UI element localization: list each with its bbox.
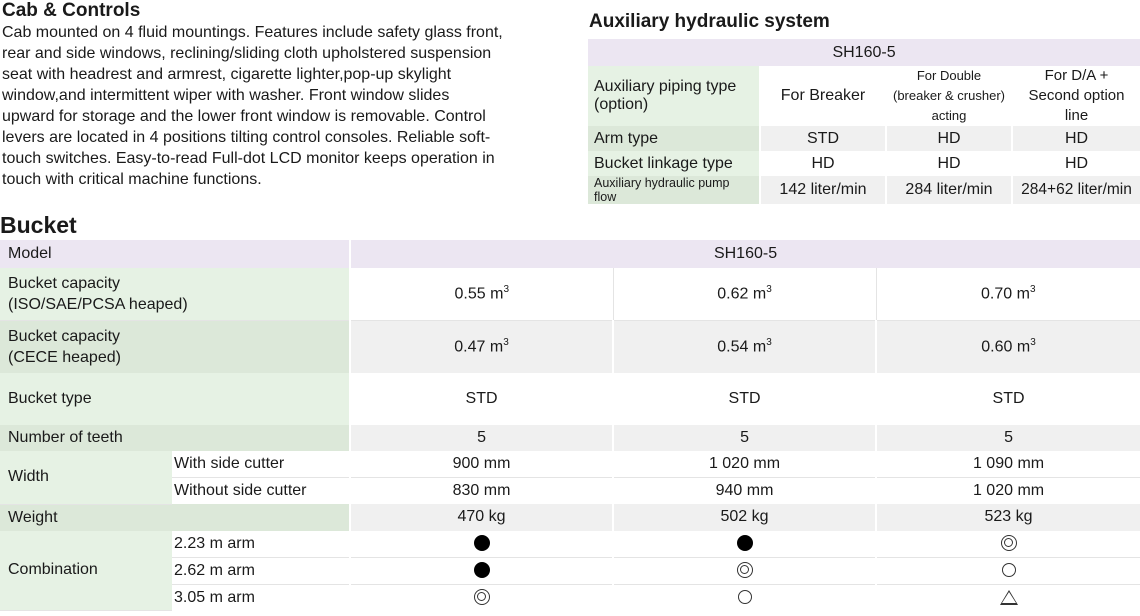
aux-piping-da-line1: For D/A + <box>1044 67 1109 84</box>
cab-description <box>2 22 562 190</box>
double-circle-icon <box>737 562 753 578</box>
cab-line: levers are located in 4 positions tilting control consoles. Reliable soft- <box>2 129 491 146</box>
combination-label: Combination <box>0 531 172 611</box>
bucket-model: SH160-5 <box>350 240 1140 268</box>
bucket-title: Bucket <box>0 212 77 238</box>
double-circle-icon <box>1001 535 1017 551</box>
filled-circle-icon <box>474 535 490 551</box>
bucket-type-label: Bucket type <box>0 373 350 425</box>
cab-title: Cab & Controls <box>2 0 141 21</box>
combination-row <box>0 531 1140 558</box>
cap-cece-label <box>0 321 350 374</box>
arm-label: 2.62 m arm <box>172 557 350 584</box>
bucket-cell: 5 <box>613 425 876 451</box>
combination-cell <box>613 557 876 584</box>
open-circle-icon <box>1002 563 1016 577</box>
without-cutter-label: Without side cutter <box>172 478 350 505</box>
aux-piping-label-line1: Auxiliary piping type <box>594 78 737 95</box>
aux-piping-da-line2: Second option line <box>1028 87 1125 124</box>
aux-cell: 284 liter/min <box>886 176 1012 204</box>
cap-value: 0.54 m <box>717 338 767 356</box>
combination-cell <box>876 584 1140 611</box>
bucket-table <box>0 240 1140 611</box>
cap-iso-row <box>0 268 1140 321</box>
model-label: Model <box>0 240 350 268</box>
aux-piping-label-line2: (option) <box>594 96 649 113</box>
bucket-cell <box>876 321 1140 374</box>
combination-cell <box>350 531 613 558</box>
double-circle-icon <box>474 589 490 605</box>
cap-iso-label-line2: (ISO/SAE/PCSA heaped) <box>8 296 188 313</box>
cab-line: seat with headrest and armrest, cigarette lighter,pop-up skylight <box>2 66 452 83</box>
bucket-cell: STD <box>876 373 1140 425</box>
cap-cece-row <box>0 321 1140 374</box>
with-cutter-label: With side cutter <box>172 451 350 478</box>
unit-sup: 3 <box>766 284 772 296</box>
bucket-cell <box>350 321 613 374</box>
cap-value: 0.55 m <box>454 285 504 303</box>
weight-label: Weight <box>0 504 350 531</box>
aux-piping-double <box>886 66 1012 126</box>
cab-controls-section <box>2 0 562 190</box>
cap-value: 0.47 m <box>454 338 504 356</box>
aux-hydraulic-section <box>588 10 1140 204</box>
aux-linkage-label: Bucket linkage type <box>588 151 760 176</box>
bucket-cell <box>613 268 876 321</box>
open-circle-icon <box>738 590 752 604</box>
aux-arm-row <box>588 126 1140 151</box>
bucket-cell: 940 mm <box>613 478 876 505</box>
arm-label: 3.05 m arm <box>172 584 350 611</box>
aux-flow-label: Auxiliary hydraulic pump flow <box>588 176 760 204</box>
unit-sup: 3 <box>503 284 509 296</box>
cap-value: 0.70 m <box>981 285 1030 303</box>
bucket-cell: 1 020 mm <box>613 451 876 478</box>
combination-cell <box>613 531 876 558</box>
aux-cell: HD <box>886 126 1012 151</box>
aux-piping-da <box>1012 66 1140 126</box>
bucket-cell: 1 090 mm <box>876 451 1140 478</box>
aux-header-row <box>588 39 1140 66</box>
aux-arm-label: Arm type <box>588 126 760 151</box>
bucket-cell: 1 020 mm <box>876 478 1140 505</box>
bucket-header-row <box>0 240 1140 268</box>
aux-cell: STD <box>760 126 886 151</box>
teeth-label: Number of teeth <box>0 425 350 451</box>
cap-cece-label-line2: (CECE heaped) <box>8 349 121 366</box>
cab-line: rear and side windows, reclining/sliding cloth upholstered suspension <box>2 45 492 62</box>
bucket-cell: STD <box>613 373 876 425</box>
bucket-cell: 470 kg <box>350 504 613 531</box>
filled-circle-icon <box>737 535 753 551</box>
combination-cell <box>876 557 1140 584</box>
combination-cell <box>350 584 613 611</box>
aux-cell: HD <box>1012 126 1140 151</box>
combination-cell <box>876 531 1140 558</box>
unit-sup: 3 <box>1030 337 1036 349</box>
aux-piping-breaker: For Breaker <box>760 66 886 126</box>
triangle-icon <box>1000 590 1018 605</box>
aux-cell: HD <box>1012 151 1140 176</box>
bucket-cell: 830 mm <box>350 478 613 505</box>
filled-circle-icon <box>474 562 490 578</box>
width-label: Width <box>0 451 172 504</box>
bucket-cell: 900 mm <box>350 451 613 478</box>
aux-piping-row <box>588 66 1140 126</box>
cab-line: window,and intermittent wiper with washer. Front window slides <box>2 87 450 104</box>
bucket-cell: 5 <box>876 425 1140 451</box>
aux-piping-double-line2: (breaker & crusher) acting <box>893 88 1005 123</box>
aux-model: SH160-5 <box>588 39 1140 66</box>
cab-line: touch switches. Easy-to-read Full-dot LCD monitor keeps operation in <box>2 150 495 167</box>
cab-line: touch with critical machine functions. <box>2 171 262 188</box>
cap-iso-label-line1: Bucket capacity <box>8 275 121 292</box>
cap-iso-label <box>0 268 350 321</box>
bucket-cell <box>613 321 876 374</box>
cap-cece-label-line1: Bucket capacity <box>8 328 121 345</box>
bucket-cell <box>350 268 613 321</box>
cap-value: 0.62 m <box>717 285 767 303</box>
combination-cell <box>613 584 876 611</box>
aux-piping-double-line1: For Double <box>916 68 982 83</box>
aux-cell: 142 liter/min <box>760 176 886 204</box>
aux-cell: 284+62 liter/min <box>1012 176 1140 204</box>
aux-table <box>588 39 1140 204</box>
cab-line: Cab mounted on 4 fluid mountings. Features include safety glass front, <box>2 24 503 41</box>
teeth-row <box>0 425 1140 451</box>
bucket-cell: STD <box>350 373 613 425</box>
aux-cell: HD <box>886 151 1012 176</box>
bucket-cell <box>876 268 1140 321</box>
bucket-cell: 5 <box>350 425 613 451</box>
width-with-cutter-row <box>0 451 1140 478</box>
unit-sup: 3 <box>503 337 509 349</box>
bucket-type-row <box>0 373 1140 425</box>
aux-piping-label <box>588 66 760 126</box>
aux-linkage-row <box>588 151 1140 176</box>
bucket-cell: 523 kg <box>876 504 1140 531</box>
bucket-cell: 502 kg <box>613 504 876 531</box>
unit-sup: 3 <box>1029 284 1036 296</box>
weight-row <box>0 504 1140 531</box>
aux-cell: HD <box>760 151 886 176</box>
combination-cell <box>350 557 613 584</box>
cab-line: upward for storage and the lower front window is removable. Control <box>2 108 486 125</box>
cap-value: 0.60 m <box>981 338 1031 356</box>
unit-sup: 3 <box>766 337 772 349</box>
arm-label: 2.23 m arm <box>172 531 350 558</box>
aux-title: Auxiliary hydraulic system <box>589 11 830 32</box>
aux-flow-row <box>588 176 1140 204</box>
